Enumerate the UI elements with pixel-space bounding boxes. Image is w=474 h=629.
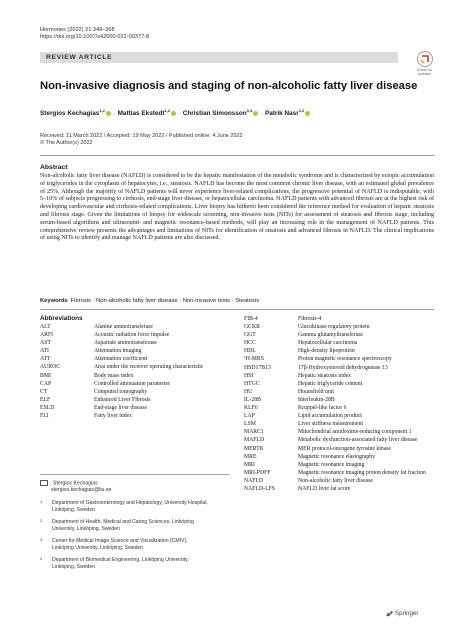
abbreviation-row [244, 315, 438, 323]
abbreviation-term: FIB-4 [244, 316, 258, 322]
copyright-line: © The Author(s) 2022 [40, 140, 93, 147]
publisher-name: Springer [395, 610, 419, 618]
check-for-updates-badge[interactable] [414, 51, 435, 77]
abbreviation-row [40, 396, 230, 404]
abbreviations-left-column [40, 323, 230, 420]
abbreviation-definition: Alanine aminotransferase [94, 324, 153, 330]
abbreviation-definition: End-stage liver disease [94, 404, 148, 411]
abbreviation-term: CT [40, 388, 48, 395]
abbreviation-definition: Lipid accumulation product [298, 413, 362, 420]
badge-text-line1: Check for [416, 68, 433, 72]
author-list: Stergios Kechagias$^{1,2}$ · Mattias Ekstedt$^{1,2}$ · Christian Simonsson$^{3,4}$ · Patrik Nasr$^{1,2}$ [40, 108, 311, 117]
abbreviation-definition: Attenuation coefficient [94, 356, 148, 363]
abbreviation-term: MRI [244, 461, 255, 468]
orcid-icon[interactable] [106, 111, 111, 116]
abbreviation-row [244, 388, 438, 396]
abbreviation-row [244, 420, 438, 428]
author-affiliation: 3,4 [246, 108, 253, 113]
abbreviation-definition: Body mass index [94, 372, 134, 379]
divider [40, 155, 434, 156]
abbreviation-definition: Fibrosis-4 [298, 316, 322, 322]
author-affiliation: 1,2 [298, 108, 305, 113]
abbreviation-definition: Gamma glutamyltransferase [298, 332, 363, 339]
article-type-bar [40, 52, 398, 63]
abbreviation-term: MARC1 [244, 429, 264, 436]
abbreviation-term: ¹H-MRS [244, 356, 264, 363]
abbreviation-definition: Aspartate aminotransferase [94, 340, 157, 347]
abbreviation-term: MAFLD [244, 437, 265, 444]
abbreviation-term: ATI [40, 348, 49, 355]
abbreviation-row [244, 355, 438, 363]
abbreviation-row [244, 331, 438, 339]
author-name[interactable]: Stergios Kechagias [40, 110, 100, 118]
abbreviation-term: HU [244, 388, 253, 395]
abbreviation-term: ESLD [40, 404, 55, 411]
abbreviation-row [244, 364, 438, 372]
affiliation-text: Center for Medical Image Science and Visualization (CMIV), Linköping University, Linköping, Sweden [52, 538, 188, 551]
correspondence [40, 480, 111, 494]
orcid-icon[interactable] [253, 111, 258, 116]
abbreviation-definition: Kruppel-like factor 6 [298, 405, 347, 412]
abbreviation-term: HCC [244, 340, 256, 347]
abbreviation-row [244, 380, 438, 388]
abbreviation-term: GCKR [244, 324, 260, 331]
abbreviation-term: IL-28B [244, 396, 261, 403]
orcid-icon[interactable] [171, 111, 176, 116]
keywords-label: Keywords [40, 298, 68, 304]
corresponding-author: Stergios Kechagias [53, 480, 98, 487]
abbreviation-row [244, 404, 438, 412]
abbreviation-row [244, 339, 438, 347]
divider [40, 309, 434, 310]
abbreviation-term: ATT [40, 356, 51, 363]
abbreviation-row [244, 412, 438, 420]
abbreviation-term: HTGC [244, 380, 260, 387]
journal-header [40, 27, 149, 41]
abbreviation-row [244, 347, 438, 355]
abbreviation-definition: High-density lipoprotein [298, 348, 355, 355]
abstract-text: Non-alcoholic fatty liver disease (NAFLD) is considered to be the hepatic manifestation of the metabolic syndrome and is characterized by ectopic accumulation of triglycerides in the cytoplasm of hepatocytes, i.e., steatosis. NAFLD has become the most common chronic liver disease, with an estimated global prevalence of 25%. Although the majority of NAFLD patients will never experience liver-related complications, the progressive potential of NAFLD is indisputable, with 5–10% of subjects progressing to cirrhosis, end-stage liver disease, or hepatocellular carcinoma. NAFLD patients with advanced fibrosis are at the highest risk of developing cardiovascular and cirrhosis-related complications. Liver biopsy has hitherto been considered the reference method for evaluation of hepatic steatosis and fibrosis stage. Given the limitations of biopsy for widescale screening, non-invasive tests (NITs) for assessment of steatosis and fibrosis stage, including serum-based algorithms and ultrasound- and magnetic resonance-based methods, will play an increasing role in the management of NAFLD patients. This comprehensive review presents the advantages and limitations of NITs for identification of steatosis and advanced fibrosis in NAFLD. The clinical implications of using NITs to identify and manage NAFLD patients are also discussed. [40, 173, 434, 242]
abbreviations-heading: Abbreviations [40, 315, 83, 322]
abbreviation-row [40, 388, 230, 396]
badge-text-line2: updates [418, 72, 431, 76]
abbreviation-row [244, 461, 438, 469]
article-title: Non-invasive diagnosis and staging of non-alcoholic fatty liver disease [40, 80, 418, 92]
affiliation-text: Department of Health, Medical and Caring Sciences, Linköping University, Linköping, Sweden [52, 519, 194, 532]
abbreviation-term: NAFLD [244, 477, 264, 484]
envelope-icon [40, 480, 48, 486]
abbreviation-definition: Interleukin-28B [298, 396, 335, 403]
affiliation-number: 4 [40, 556, 43, 561]
abbreviation-row [244, 372, 438, 380]
abbreviation-term: HDL [244, 348, 256, 355]
corresponding-email[interactable]: stergios.kechagias@liu.se [51, 487, 112, 494]
abbreviation-row [244, 428, 438, 436]
abbreviation-term: BMI [40, 372, 51, 379]
abbreviation-definition: Magnetic resonance imaging proton density fat fraction [298, 469, 426, 476]
abbreviation-definition: NAFLD liver fat score [298, 485, 351, 492]
abbreviation-term: LAP [244, 413, 255, 420]
abbreviation-definition: Proton magnetic resonance spectroscopy [298, 356, 392, 363]
abbreviation-definition: Hepatic triglyceride content [298, 380, 363, 387]
keywords-text: Fibrosis · Non-alcoholic fatty liver disease · Non-invasive tests · Steatosis [70, 298, 260, 304]
abbreviation-row [244, 485, 438, 493]
affiliation-text: Department of Gastroenterology and Hepatology, University Hospital, Linköping, Sweden [52, 500, 208, 513]
affiliation-number: 1 [40, 499, 43, 504]
orcid-icon[interactable] [305, 111, 310, 116]
abbreviation-row [40, 372, 230, 380]
abbreviation-row [244, 477, 438, 485]
publisher-footer [385, 610, 418, 617]
abbreviation-row [40, 339, 230, 347]
abbreviation-row [244, 469, 438, 477]
abbreviations-right-column [244, 315, 438, 493]
author-affiliation: 1,2 [99, 108, 105, 113]
author-name[interactable]: Mattias Ekstedt [117, 110, 165, 118]
abbreviation-row [40, 404, 230, 412]
affiliation-text: Department of Biomedical Engineering, Linköping University, Linköping, Sweden [52, 557, 189, 570]
affiliation-number: 3 [40, 537, 43, 542]
abbreviation-term: AST [40, 340, 51, 347]
abstract-heading: Abstract [40, 164, 68, 171]
abbreviation-definition: Hounsfield unit [298, 388, 334, 395]
abbreviation-term: ELF [40, 396, 51, 403]
abbreviation-term: HSD17B13 [244, 364, 271, 371]
publication-dates [40, 133, 243, 148]
article-type-label: REVIEW ARTICLE [46, 53, 113, 61]
affiliation-number: 2 [40, 518, 43, 523]
abbreviation-term: HSI [244, 372, 254, 379]
abbreviation-definition: Enhanced Liver Fibrosis [94, 396, 151, 403]
abbreviation-row [40, 363, 230, 371]
abbreviation-definition: Glucokinase regulatory protein [298, 324, 370, 331]
abbreviation-definition: Area under the receiver operating characteristic [94, 364, 204, 371]
author-name[interactable]: Patrik Nasr [264, 110, 299, 118]
abbreviation-row [244, 453, 438, 461]
abbreviation-row [40, 412, 230, 420]
abbreviation-row [244, 396, 438, 404]
abbreviation-term: KLF6 [244, 405, 258, 412]
abbreviation-definition: Acoustic radiation force impulse [94, 332, 170, 339]
abbreviation-row [244, 323, 438, 331]
abbreviation-term: NAFLD-LFS [244, 485, 275, 492]
abbreviation-definition: Computed tomography [94, 388, 148, 395]
abbreviation-term: LSM [244, 421, 256, 428]
abbreviation-row [40, 380, 230, 388]
abbreviation-definition: Liver stiffness measurement [298, 421, 364, 428]
abbreviation-definition: Non-alcoholic fatty liver disease [298, 477, 373, 484]
abbreviation-row [40, 347, 230, 355]
abbreviation-row [244, 436, 438, 444]
abbreviation-definition: Attenuation imaging [94, 348, 142, 355]
history-dates: Received: 11 March 2022 / Accepted: 19 May 2022 / Published online: 4 June 2022 [40, 133, 243, 139]
abbreviation-term: GGT [244, 332, 256, 339]
abbreviation-row [40, 355, 230, 363]
doi-link[interactable]: https://doi.org/10.1007/s42000-022-00377-8 [40, 34, 150, 40]
abbreviation-definition: Magnetic resonance elastography [298, 453, 375, 460]
abbreviation-term: ARFI [40, 332, 54, 339]
keywords [40, 298, 259, 304]
abbreviation-definition: Hepatocellular carcinoma [298, 340, 358, 347]
abbreviation-term: MRI-PDFF [244, 469, 271, 476]
divider [40, 474, 230, 475]
springer-horse-icon [385, 610, 394, 617]
abbreviation-definition: Hepatic steatosis index [298, 372, 352, 379]
abbreviation-definition: Fatty liver index [94, 413, 133, 420]
check-updates-icon [417, 51, 433, 67]
abbreviation-term: MRE [244, 453, 257, 460]
abbreviation-term: ALT [40, 324, 51, 330]
journal-citation: Hormones (2022) 21:349–368 [40, 27, 115, 33]
abbreviation-definition: Magnetic resonance imaging [298, 461, 365, 468]
abbreviation-definition: Controlled attenuation parameter [94, 380, 170, 387]
abbreviation-term: CAP [40, 380, 52, 387]
abbreviation-definition: Mitochondrial amidoxime-reducing component 1 [298, 429, 412, 436]
abbreviation-row [40, 331, 230, 339]
abbreviation-term: AUROC [40, 364, 61, 371]
abbreviation-term: MERTK [244, 445, 264, 452]
abbreviation-row [40, 323, 230, 331]
abbreviation-row [244, 445, 438, 453]
author-affiliation: 1,2 [164, 108, 171, 113]
abbreviation-term: FLI [40, 413, 49, 420]
author-name[interactable]: Christian Simonsson [182, 110, 247, 118]
abbreviation-definition: Metabolic dysfunction-associated fatty liver disease [298, 437, 418, 444]
abbreviation-definition: MER protocol-oncogene tyrosine kinase [298, 445, 392, 452]
abbreviation-definition: 17β-Hydroxysteroid dehydrogenase 13 [298, 364, 388, 371]
